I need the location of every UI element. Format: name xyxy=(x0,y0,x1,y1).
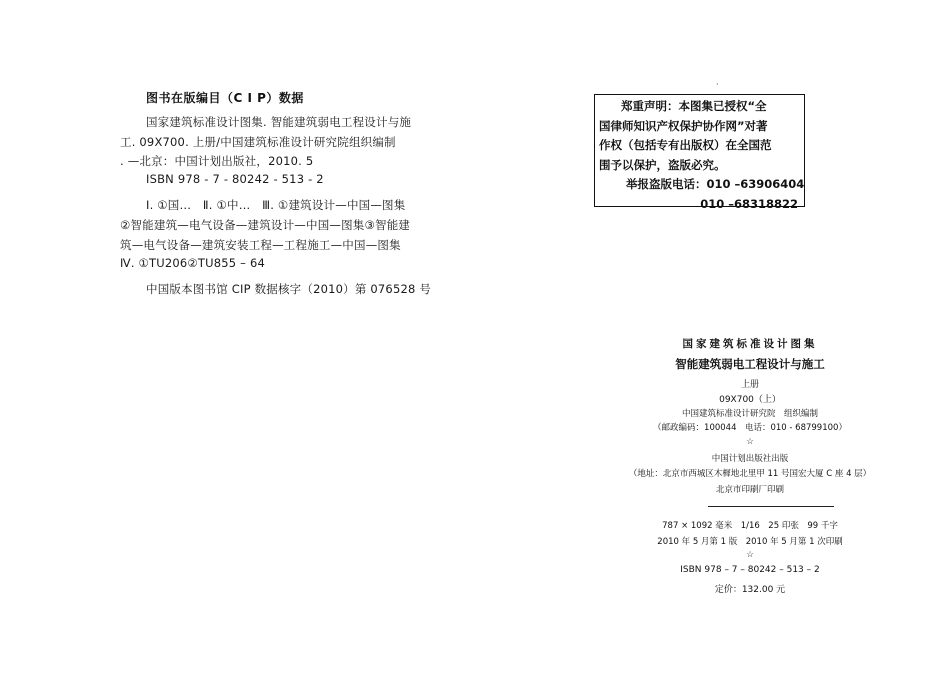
imprint-series: 国家建筑标准设计图集 xyxy=(682,338,818,350)
statement-line: 围予以保护，盗版必究。 xyxy=(599,157,726,172)
copyright-statement-box xyxy=(594,94,805,211)
divider-line xyxy=(708,506,834,507)
cip-line: 工. 09X700. 上册/中国建筑标准设计研究院组织编制 xyxy=(120,135,396,149)
cip-line: ISBN 978 - 7 - 80242 - 513 - 2 xyxy=(146,172,324,186)
separator-star: ☆ xyxy=(746,437,754,447)
statement-line: 国律师知识产权保护协作网”对著 xyxy=(599,118,768,133)
cip-title: 图书在版编目（C I P）数据 xyxy=(146,91,304,105)
report-phone-2: 010 –68318822 xyxy=(700,196,798,211)
imprint-price: 定价：132.00 元 xyxy=(714,585,786,595)
report-phone: 举报盗版电话：010 –63906404 xyxy=(626,177,805,191)
imprint-editor: 中国建筑标准设计研究院 组织编制 xyxy=(681,409,818,419)
cip-line: 筑—电气设备—建筑安装工程—工程施工—中国—图集 xyxy=(120,238,401,252)
imprint-editor-address: （邮政编码：100044 电话：010 - 68799100） xyxy=(653,423,847,433)
imprint-code: 09X700（上） xyxy=(719,395,781,405)
imprint-book-title: 智能建筑弱电工程设计与施工 xyxy=(675,357,825,371)
imprint-specs: 787 × 1092 毫米 1/16 25 印张 99 千字 xyxy=(662,521,838,531)
imprint-publisher-address: （地址：北京市西城区木樨地北里甲 11 号国宏大厦 C 座 4 层） xyxy=(628,469,872,479)
separator-star: ☆ xyxy=(746,550,754,560)
cip-line: . —北京：中国计划出版社，2010. 5 xyxy=(120,154,314,168)
cip-line: 国家建筑标准设计图集. 智能建筑弱电工程设计与施 xyxy=(146,115,412,129)
imprint-publisher: 中国计划出版社出版 xyxy=(711,454,789,464)
statement-line: 郑重声明：本图集已授权“全 xyxy=(621,99,767,113)
imprint-printer: 北京市印刷厂印刷 xyxy=(715,485,784,495)
imprint-volume: 上册 xyxy=(740,380,759,390)
statement-line: 作权（包括专有出版权）在全国范 xyxy=(599,138,772,152)
cip-line: ②智能建筑—电气设备—建筑设计—中国—图集③智能建 xyxy=(120,218,411,232)
decorative-dot: · xyxy=(716,80,719,89)
imprint-isbn: ISBN 978 – 7 – 80242 – 513 – 2 xyxy=(680,565,820,575)
imprint-edition: 2010 年 5 月第 1 版 2010 年 5 月第 1 次印刷 xyxy=(657,537,843,547)
cip-line: 中国版本图书馆 CIP 数据核字（2010）第 076528 号 xyxy=(146,282,432,296)
cip-line: Ⅳ. ①TU206②TU855 – 64 xyxy=(120,256,266,270)
cip-line: Ⅰ. ①国… Ⅱ. ①中… Ⅲ. ①建筑设计—中国—图集 xyxy=(146,198,406,212)
